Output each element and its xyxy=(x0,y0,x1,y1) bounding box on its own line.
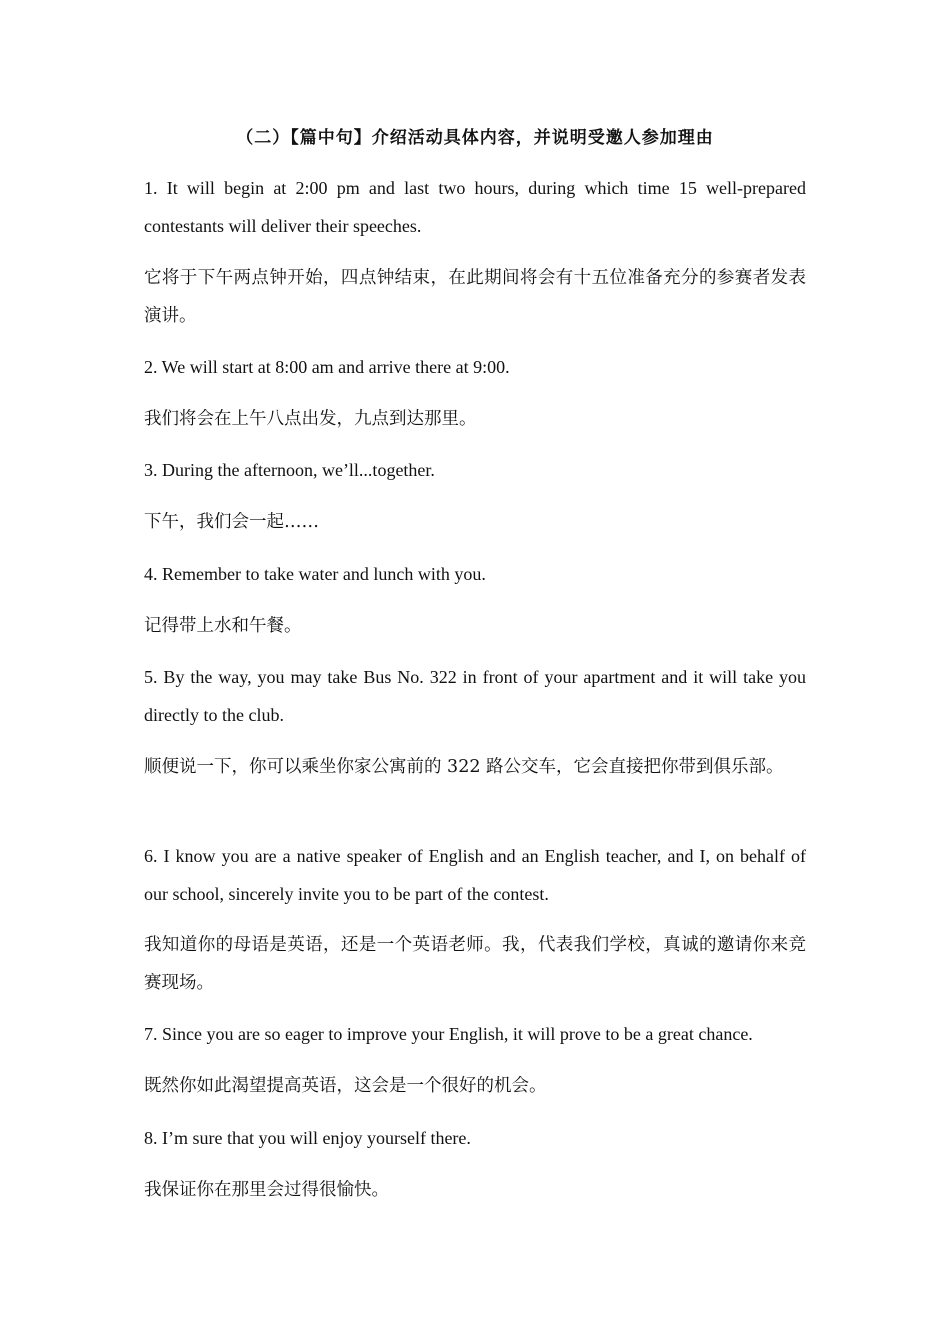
sentence-5-chinese: 顺便说一下，你可以乘坐你家公寓前的 322 路公交车，它会直接把你带到俱乐部。 xyxy=(144,757,784,777)
sentence-4-english: 4. Remember to take water and lunch with you. xyxy=(144,564,486,584)
sentence-8-english: 8. I’m sure that you will enjoy yourself there. xyxy=(144,1128,471,1148)
sentence-3-chinese: 下午，我们会一起…… xyxy=(144,512,319,532)
sentence-6-english: 6. I know you are a native speaker of English and an English teacher, and I, on behalf of our school, sincerely invite you to be part of the contest. xyxy=(144,846,806,904)
sentence-4-chinese: 记得带上水和午餐。 xyxy=(144,616,302,636)
sentence-1-english: 1. It will begin at 2:00 pm and last two hours, during which time 15 well-prepared contestants will deliver their speeches. xyxy=(144,178,806,236)
sentence-7-chinese: 既然你如此渴望提高英语，这会是一个很好的机会。 xyxy=(144,1076,547,1096)
sentence-5-english: 5. By the way, you may take Bus No. 322 in front of your apartment and it will take you directly to the club. xyxy=(144,667,806,725)
sentence-7-english: 7. Since you are so eager to improve your English, it will prove to be a great chance. xyxy=(144,1024,753,1044)
sentence-3-english: 3. During the afternoon, we’ll...together. xyxy=(144,460,435,480)
sentence-1-chinese: 它将于下午两点钟开始，四点钟结束，在此期间将会有十五位准备充分的参赛者发表演讲。 xyxy=(144,268,806,326)
sentence-6-chinese: 我知道你的母语是英语，还是一个英语老师。我，代表我们学校，真诚的邀请你来竞赛现场。 xyxy=(144,935,806,993)
sentence-2-english: 2. We will start at 8:00 am and arrive there at 9:00. xyxy=(144,357,510,377)
section-heading: （二）【篇中句】介绍活动具体内容，并说明受邀人参加理由 xyxy=(236,128,714,148)
sentence-2-chinese: 我们将会在上午八点出发，九点到达那里。 xyxy=(144,409,477,429)
sentence-8-chinese: 我保证你在那里会过得很愉快。 xyxy=(144,1180,389,1200)
